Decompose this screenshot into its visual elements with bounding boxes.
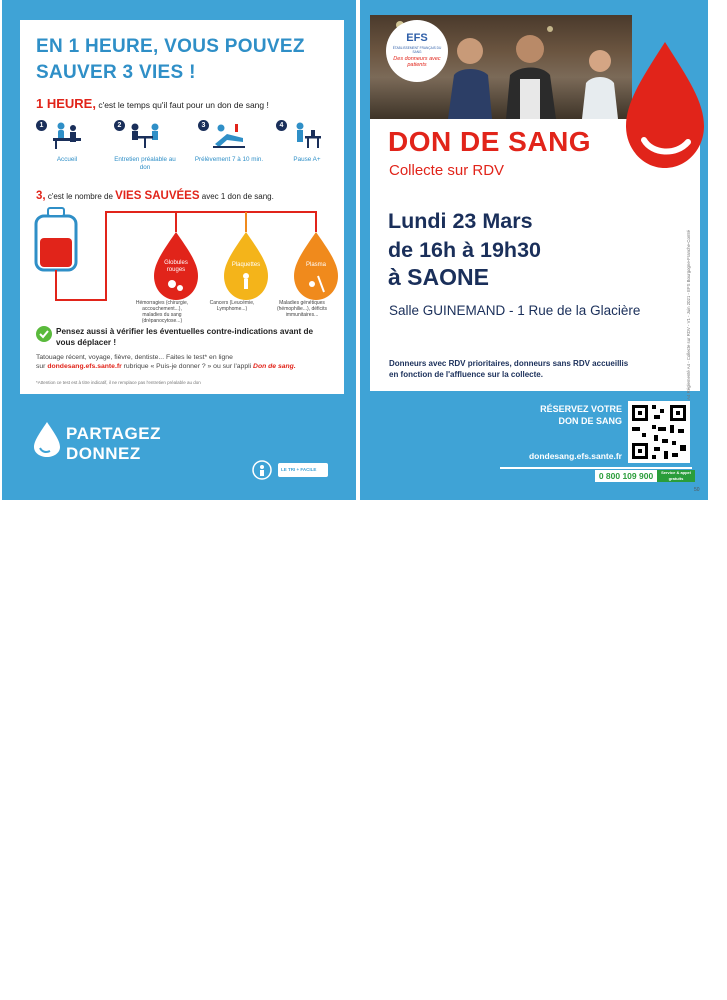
drop-label-platelets: Plaquettes xyxy=(231,262,261,268)
step-number: 2 xyxy=(114,120,125,131)
info-line-2 xyxy=(36,362,336,371)
lives-line xyxy=(36,190,274,202)
phone-service-tag: Service & appel gratuits xyxy=(657,470,695,482)
divider-line xyxy=(500,467,692,469)
step-label: Accueil xyxy=(56,156,78,163)
blood-drop-icon xyxy=(622,42,708,170)
info-link[interactable]: dondesang.efs.sante.fr xyxy=(47,363,122,370)
drop-desc-red-cells: Hémorragies (chirurgie, accouchement...), maladies du sang (drépanocytose...) xyxy=(135,300,189,324)
step-number: 4 xyxy=(276,120,287,131)
event-hours: de 16h à 19h30 xyxy=(388,238,541,262)
website-link[interactable]: dondesang.efs.sante.fr xyxy=(528,451,622,461)
info-line-1: Tatouage récent, voyage, fièvre, dentiste... Faites le test* en ligne xyxy=(36,354,233,361)
check-text: Pensez aussi à vérifier les éventuelles contre-indications avant de vous déplacer ! xyxy=(56,327,314,347)
event-address: Salle GUINEMAND - 1 Rue de la Glacière xyxy=(389,303,641,318)
efs-logo xyxy=(386,20,448,82)
phone-number[interactable]: 0 800 109 900 xyxy=(595,470,657,482)
donation-steps xyxy=(32,120,332,180)
reserve-cta xyxy=(500,403,622,427)
lives-post: avec 1 don de sang. xyxy=(199,192,274,201)
efs-logo-text: EFS xyxy=(406,32,428,44)
step-4 xyxy=(272,120,342,164)
right-flyer-panel xyxy=(360,0,708,500)
hour-rest: c'est le temps qu'il faut pour un don de sang ! xyxy=(95,100,269,110)
lives-strong: VIES SAUVÉES xyxy=(115,190,200,202)
blood-components-diagram xyxy=(26,204,342,314)
share-block xyxy=(32,420,161,463)
info-app: Don de sang. xyxy=(253,363,296,370)
step-label: Prélèvement 7 à 10 min. xyxy=(194,156,264,163)
drop-label-plasma: Plasma xyxy=(305,262,326,268)
step-3 xyxy=(194,120,264,164)
step-label: Pause A+ xyxy=(293,156,321,163)
share-slogan xyxy=(66,424,161,464)
reserve-line-2: DON DE SANG xyxy=(558,416,622,426)
drop-desc-plasma: Maladies génétiques (hémophilie...), déficits immunitaires... xyxy=(276,300,328,318)
interview-icon xyxy=(125,120,165,150)
share-line-2: DONNEZ xyxy=(66,444,141,463)
event-title: DON DE SANG xyxy=(388,126,592,157)
hour-big: 1 HEURE, xyxy=(36,96,96,111)
tri-label: LE TRI + FACILE xyxy=(281,467,317,472)
blood-drop-icon xyxy=(32,420,62,458)
info-card xyxy=(20,20,344,394)
info-text xyxy=(36,353,336,371)
event-date: Lundi 23 Mars xyxy=(388,209,533,233)
priority-note: Donneurs avec RDV prioritaires, donneurs sans RDV accueillis en fonction de l'affluence sur la collecte. xyxy=(389,359,629,379)
checkmark-icon xyxy=(36,326,52,342)
qr-code[interactable] xyxy=(628,401,690,463)
drop-label-red-cells: Globules rouges xyxy=(164,260,188,273)
headline xyxy=(36,34,336,86)
efs-logo-tagline: Des donneurs avec patients xyxy=(393,56,441,68)
event-place: à SAONE xyxy=(388,264,489,290)
step-1 xyxy=(32,120,102,164)
hour-line xyxy=(36,96,269,111)
lives-pre: c'est le nombre de xyxy=(45,192,116,201)
reserve-line-1: RÉSERVEZ VOTRE xyxy=(540,404,622,414)
info-pre: sur xyxy=(36,363,48,370)
info-mid: rubrique « Puis-je donner ? » ou sur l'appli xyxy=(121,363,254,370)
footnote: *Attention ce test est à titre indicatif, il ne remplace pas l'entretien préalable au don xyxy=(36,380,201,385)
step-number: 1 xyxy=(36,120,47,131)
efs-logo-subtitle: ÉTABLISSEMENT FRANÇAIS DU SANG xyxy=(392,46,442,54)
left-flyer-panel xyxy=(2,0,356,500)
blood-draw-icon xyxy=(209,120,249,150)
recycle-icon xyxy=(252,460,272,480)
reception-icon xyxy=(47,120,87,150)
step-label: Entretien préalable au don xyxy=(114,156,176,171)
step-number: 3 xyxy=(198,120,209,131)
tri-label-box xyxy=(278,463,328,477)
qr-code-icon xyxy=(628,401,690,463)
share-line-1: PARTAGEZ xyxy=(66,424,161,443)
headline-line-1: EN 1 HEURE, VOUS POUVEZ xyxy=(36,36,305,57)
event-datetime xyxy=(388,207,541,265)
step-2 xyxy=(110,120,180,171)
snack-break-icon xyxy=(287,120,327,150)
event-subtitle: Collecte sur RDV xyxy=(389,162,505,179)
vertical-print-note: A4 Réglementé A4 - Collecte sur RDV - V1 - Juin 2021 - EFS Bourgogne-Franche-Comté xyxy=(686,230,691,400)
blood-bag-icon xyxy=(26,204,342,314)
page-number: 50 xyxy=(694,487,700,493)
lives-number: 3, xyxy=(36,190,46,202)
drop-desc-platelets: Cancers (Leucémie, Lymphome...) xyxy=(209,300,255,312)
headline-line-2: SAUVER 3 VIES ! xyxy=(36,62,196,83)
